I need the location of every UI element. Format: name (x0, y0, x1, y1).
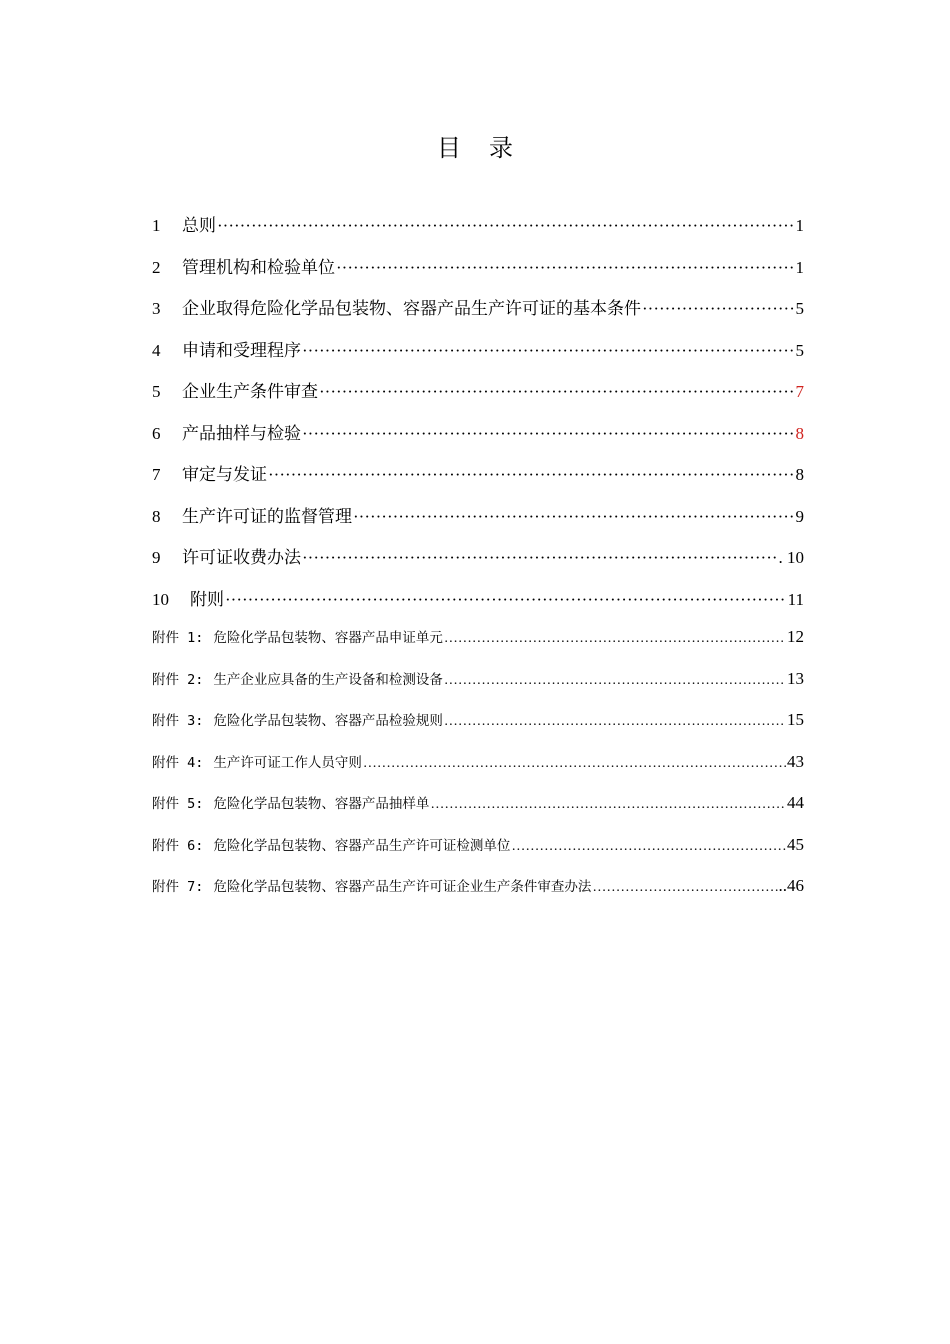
appendix-prefix: 附件 3: (152, 713, 204, 729)
appendix-prefix: 附件 6: (152, 837, 204, 854)
toc-entry-label: 管理机构和检验单位 (182, 257, 335, 278)
toc-entry[interactable] (152, 502, 804, 544)
dot-leader (363, 756, 786, 772)
toc-entry[interactable] (152, 253, 804, 295)
toc-entry-label: 许可证收费办法 (182, 548, 301, 568)
toc-entry[interactable] (152, 377, 804, 419)
toc-title (0, 128, 950, 163)
toc-entry[interactable] (152, 460, 804, 502)
toc-entry-number: 9 (152, 548, 161, 567)
toc-entry-number: 8 (152, 506, 161, 526)
appendix-page: 13 (787, 668, 804, 688)
dot-leader (225, 590, 787, 610)
appendix-page: ..46 (778, 876, 804, 895)
toc-entry-label: 企业取得危险化学品包装物、容器产品生产许可证的基本条件 (182, 299, 641, 319)
table-of-contents (152, 211, 804, 917)
toc-title-char-2: 录 (489, 134, 513, 162)
appendix-entry[interactable] (152, 751, 804, 793)
toc-entry-number: 2 (152, 257, 161, 277)
toc-entry-label: 附则 (190, 589, 224, 610)
toc-entry-page: 1 (795, 257, 804, 277)
toc-entry[interactable] (152, 543, 804, 585)
toc-entry-label: 生产许可证的监督管理 (182, 506, 352, 527)
dot-leader (336, 258, 795, 278)
dot-leader (511, 839, 786, 855)
appendix-prefix: 附件 4: (152, 754, 204, 771)
appendix-label: 危险化学品包装物、容器产品生产许可证企业生产条件审查办法 (213, 879, 592, 895)
appendix-label: 危险化学品包装物、容器产品生产许可证检测单位 (213, 837, 511, 854)
appendix-prefix: 附件 5: (152, 796, 204, 812)
appendix-label: 危险化学品包装物、容器产品检验规则 (213, 713, 443, 729)
toc-entry-page: 11 (787, 589, 804, 609)
toc-entry-number: 10 (152, 589, 169, 609)
dot-leader (642, 299, 795, 319)
dot-leader (268, 465, 795, 485)
toc-entry-page: 8 (795, 465, 804, 484)
toc-entry-label: 审定与发证 (182, 465, 267, 485)
appendix-entry[interactable] (152, 668, 804, 710)
toc-entry[interactable] (152, 336, 804, 378)
toc-entry[interactable] (152, 585, 804, 627)
appendix-label: 生产许可证工作人员守则 (213, 754, 362, 771)
toc-entry-label: 申请和受理程序 (182, 340, 301, 361)
appendix-entry[interactable] (152, 626, 804, 668)
appendix-page: 12 (787, 627, 804, 646)
appendix-page: 44 (787, 793, 804, 812)
dot-leader (444, 673, 786, 689)
toc-entry-page: 5 (795, 299, 804, 318)
dot-leader (302, 424, 795, 444)
dot-leader (302, 548, 778, 568)
dot-leader (444, 631, 786, 647)
dot-leader (444, 714, 786, 730)
appendix-label: 危险化学品包装物、容器产品抽样单 (213, 796, 430, 812)
toc-title-char-1: 目 (437, 134, 461, 162)
toc-entry-page: 5 (795, 340, 804, 360)
dot-leader (353, 507, 795, 527)
toc-entry[interactable] (152, 294, 804, 336)
dot-leader (302, 341, 795, 361)
toc-entry-page: 8 (795, 423, 804, 443)
toc-entry-number: 3 (152, 299, 161, 318)
toc-entry-number: 6 (152, 423, 161, 443)
appendix-prefix: 附件 7: (152, 879, 204, 895)
appendix-entry[interactable] (152, 875, 804, 917)
toc-entry-page: 7 (795, 382, 804, 401)
toc-entry[interactable] (152, 211, 804, 253)
toc-entry-number: 5 (152, 382, 161, 401)
toc-entry-label: 总则 (182, 216, 216, 236)
toc-entry-label: 产品抽样与检验 (182, 423, 301, 444)
toc-entry-number: 1 (152, 216, 161, 235)
toc-entry-page: 9 (795, 506, 804, 526)
appendix-label: 生产企业应具备的生产设备和检测设备 (213, 671, 443, 688)
toc-entry-label: 企业生产条件审查 (182, 382, 318, 402)
dot-leader (592, 880, 777, 896)
dot-leader (319, 382, 795, 402)
dot-leader (217, 216, 795, 236)
toc-entry-page: 1 (795, 216, 804, 235)
appendix-entry[interactable] (152, 834, 804, 876)
appendix-page: 43 (787, 751, 804, 771)
toc-entry[interactable] (152, 419, 804, 461)
appendix-prefix: 附件 1: (152, 630, 204, 646)
appendix-page: 15 (787, 710, 804, 729)
toc-entry-number: 7 (152, 465, 161, 484)
toc-entry-page: . 10 (778, 548, 804, 567)
dot-leader (430, 797, 786, 813)
toc-entry-number: 4 (152, 340, 161, 360)
appendix-page: 45 (787, 834, 804, 854)
appendix-prefix: 附件 2: (152, 671, 204, 688)
appendix-entry[interactable] (152, 709, 804, 751)
appendix-label: 危险化学品包装物、容器产品申证单元 (213, 630, 443, 646)
appendix-entry[interactable] (152, 792, 804, 834)
